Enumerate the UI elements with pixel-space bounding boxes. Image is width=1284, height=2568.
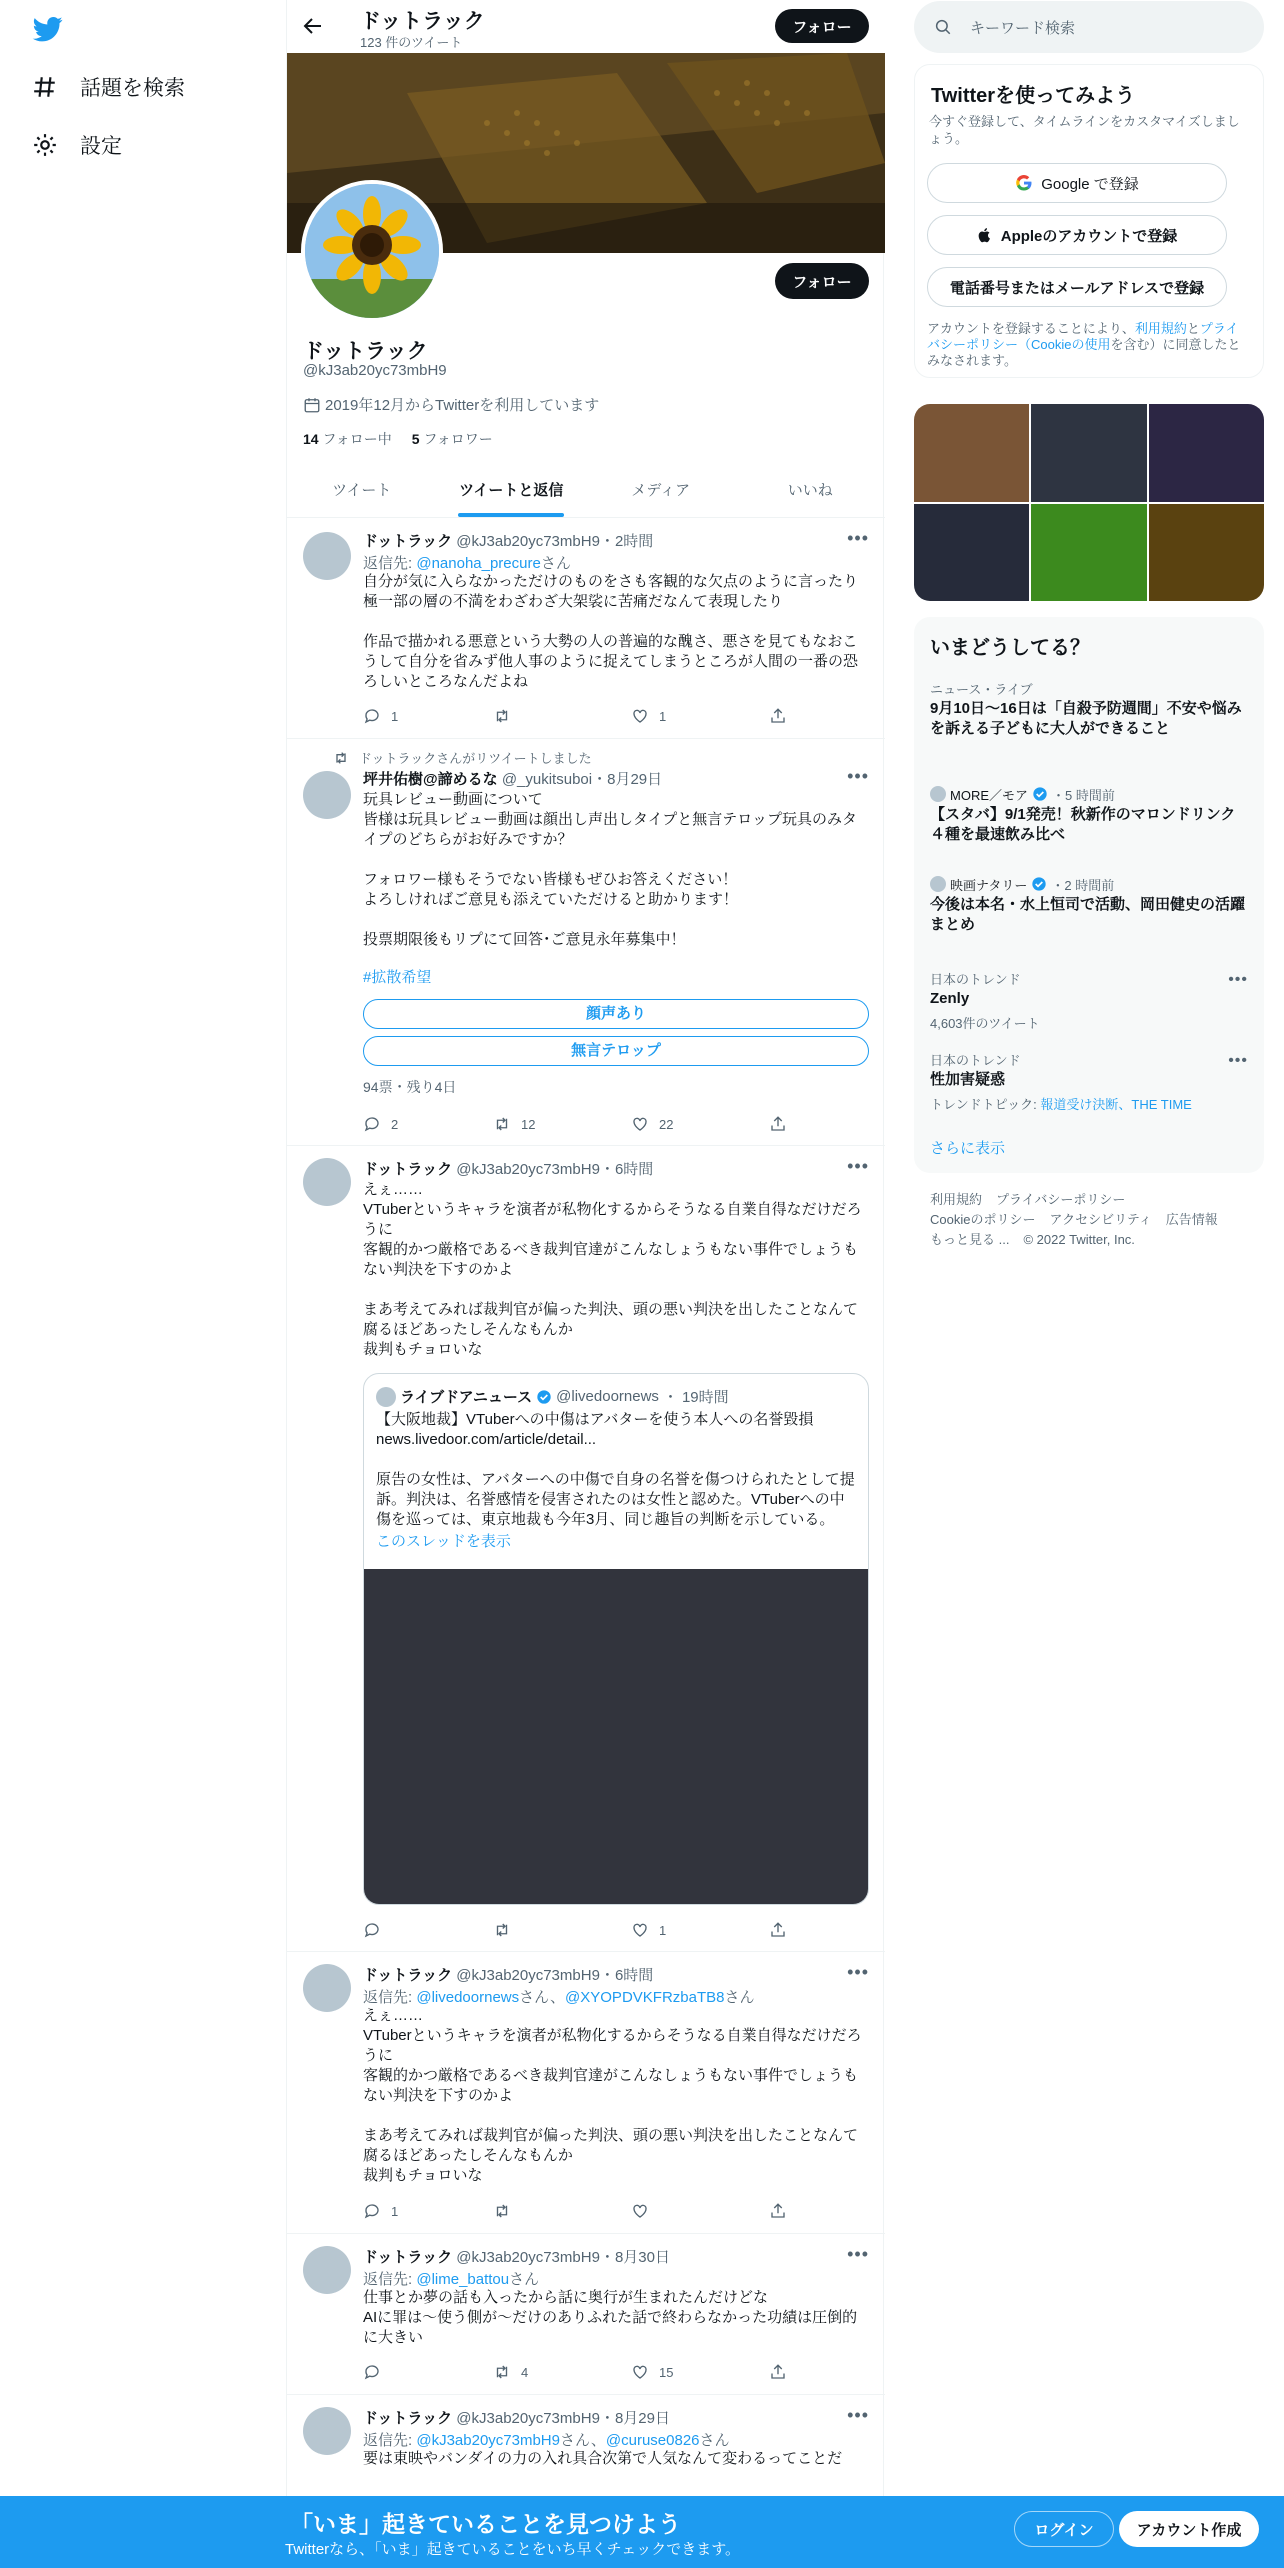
share-button[interactable] [769, 707, 787, 725]
privacy-link[interactable]: プライバシーポリシー（Cookieの使用 [927, 321, 1239, 352]
share-icon [769, 2202, 787, 2220]
heart-icon [631, 1115, 649, 1133]
like-button[interactable] [631, 2202, 659, 2220]
like-button[interactable]: 1 [631, 1921, 666, 1939]
tweet-time[interactable]: 6時間 [614, 1967, 654, 1984]
retweet-button[interactable]: 4 [493, 2363, 528, 2381]
avatar[interactable] [303, 2246, 351, 2294]
reply-to-link[interactable]: @nanoha_precure [416, 555, 541, 572]
footer-copyright: © 2022 Twitter, Inc. [1023, 1232, 1135, 1247]
footer-more[interactable]: もっと見る ... [930, 1232, 1010, 1247]
tweet-header: ドットラック @kJ3ab20yc73mbH9・2時間 [363, 533, 654, 550]
trend-item[interactable] [930, 679, 1248, 739]
media-thumbnail[interactable] [914, 404, 1029, 502]
tweet-text: 仕事とか夢の話も入ったから話に奥行が生まれたんだけどな AIに罪は〜使う側が〜だけのありふれた話で終わらなかった功績は圧倒的に大きい [363, 2289, 858, 2346]
retweet-button[interactable] [493, 707, 521, 725]
more-options-icon[interactable]: ••• [847, 766, 869, 786]
signup-button[interactable]: アカウント作成 [1119, 2511, 1259, 2547]
tab-media[interactable]: メディア [631, 482, 691, 499]
terms-link[interactable]: 利用規約 [1134, 321, 1187, 336]
tweet-author-name[interactable]: 坪井佑樹@諦めるな [363, 771, 498, 788]
tweet-header: ドットラック @kJ3ab20yc73mbH9・6時間 [363, 1161, 654, 1178]
topbar-follow-button[interactable]: フォロー [775, 9, 869, 43]
tab-tweets[interactable]: ツイート [332, 482, 392, 499]
back-arrow-icon[interactable] [301, 14, 325, 38]
nav-settings-label: 設定 [80, 135, 122, 158]
retweet-button[interactable] [493, 2202, 521, 2220]
nav-explore-label: 話題を検索 [80, 77, 185, 100]
signup-legal: アカウントを登録することにより、利用規約とプライバシーポリシー（Cookieの使用を含む）に同意したとみなされます。 [927, 321, 1241, 368]
signup-subtitle: 今すぐ登録して、タイムラインをカスタマイズしましょう。 [929, 114, 1240, 146]
reply-icon [363, 1921, 381, 1939]
tweet-time[interactable]: 8月30日 [614, 2249, 670, 2266]
signup-card [914, 64, 1264, 378]
followers-count: 5 [411, 431, 420, 447]
show-more-link[interactable]: さらに表示 [930, 1140, 1006, 1157]
trend-title: Zenly [930, 990, 970, 1007]
bottom-bar-title: 「いま」起きていることを見つけよう [290, 2511, 681, 2537]
share-button[interactable] [769, 1921, 787, 1939]
profile-avatar[interactable] [301, 180, 443, 322]
heart-icon [631, 1921, 649, 1939]
topbar-tweet-count: 123 件のツイート [360, 35, 463, 50]
footer-accessibility[interactable]: アクセシビリティ [1049, 1212, 1152, 1227]
retweet-icon [493, 2202, 511, 2220]
profile-handle: @kJ3ab20yc73mbH9 [303, 362, 447, 379]
google-icon [1015, 174, 1033, 192]
footer-cookies[interactable]: Cookieのポリシー [930, 1212, 1036, 1227]
apple-icon [977, 226, 993, 244]
like-button[interactable]: 22 [631, 1115, 673, 1133]
verified-badge-icon [1032, 786, 1048, 802]
heart-icon [631, 707, 649, 725]
quote-tweet[interactable] [363, 1373, 869, 1905]
trend-source: 映画ナタリー ・2 時間前 [930, 875, 1248, 893]
tweet-author-name[interactable]: ドットラック [363, 1161, 453, 1178]
phone-email-signup-button[interactable]: 電話番号またはメールアドレスで登録 [927, 267, 1227, 307]
source-avatar [930, 786, 946, 802]
more-options-icon[interactable]: ••• [847, 1156, 869, 1176]
top-bar [287, 0, 885, 53]
reply-to-link[interactable]: @livedoornews [416, 1989, 520, 2006]
tweet-header: ドットラック @kJ3ab20yc73mbH9・6時間 [363, 1967, 654, 1984]
verified-badge-icon [1031, 876, 1047, 892]
share-icon [769, 1115, 787, 1133]
tweet-author-name[interactable]: ドットラック [363, 1967, 453, 1984]
nav-explore[interactable] [32, 72, 185, 102]
retweet-icon [493, 2363, 511, 2381]
poll [363, 999, 869, 1079]
media-thumbnail[interactable] [1149, 504, 1264, 602]
search-icon [934, 18, 952, 36]
heart-icon [631, 2363, 649, 2381]
profile-stats [303, 429, 493, 449]
like-button[interactable]: 15 [631, 2363, 673, 2381]
trend-meta: トレンドトピック: 報道受け決断、THE TIME [930, 1097, 1192, 1112]
tweet-author-handle[interactable]: @kJ3ab20yc73mbH9 [456, 2249, 600, 2266]
tweet-actions [363, 2363, 797, 2383]
signup-title: Twitterを使ってみよう [931, 85, 1136, 107]
tweet-author-name[interactable]: ドットラック [363, 2410, 453, 2427]
tweet-actions [363, 2202, 797, 2222]
trend-item[interactable] [930, 785, 1248, 845]
media-thumbnail[interactable] [1149, 404, 1264, 502]
quote-text: 【大阪地裁】VTuberへの中傷はアバターを使う本人への名誉毀損 news.livedoor.com/article/detail... 原告の女性は、アバターへの中傷で自身の名誉を傷つけられたとして提訴。判決は、名誉感情を侵害されたのは女性と認めた。VTuberへの中傷を巡っては、東京地裁も今年3月、同じ趣旨の判断を示している。 [376, 1411, 855, 1528]
apple-signup-label: Appleのアカウントで登録 [1000, 227, 1178, 245]
reply-context: 返信先: @livedoornewsさん、@XYOPDVKFRzbaTB8さん [363, 1989, 755, 2006]
trend-title: 今後は本名・水上恒司で活動、岡田健史の活躍まとめ [930, 896, 1246, 933]
google-signup-label: Google で登録 [1041, 175, 1139, 193]
more-options-icon[interactable]: ••• [847, 528, 869, 548]
tweet-text: えぇ…… VTuberというキャラを演者が私物化するからそうなる自業自得なだけだろうに 客観的かつ厳格であるべき裁判官達がこんなしょうもない事件でしょうもない判決を下すのかよ まあ考えてみれば裁判官が偏った判決、頭の悪い判決を出したことなんて腐るほどあったしそんなもんか 裁判もチョロいな [363, 2007, 862, 2184]
profile-follow-button[interactable]: フォロー [775, 263, 869, 299]
tweet-text: 自分が気に入らなかっただけのものをさも客観的な欠点のように言ったり極一部の層の不満をわざわざ大架裟に苦痛だなんて表現したり 作品で描かれる悪意という大勢の人の普遍的な醜さ、悪さを見てもなおこうして自分を省みず他人事のように捉えてしまうところが人間の一番の恐ろしいところなんだよね [363, 573, 859, 690]
tweet-text: 要は東映やバンダイの力の入れ具合次第で人気なんて変わるってことだ [363, 2450, 843, 2467]
bottom-bar-subtitle: Twitterなら、「いま」起きていることをいち早くチェックできます。 [285, 2541, 741, 2558]
tweet-header: ドットラック @kJ3ab20yc73mbH9・8月29日 [363, 2410, 670, 2427]
verified-badge-icon [536, 1389, 552, 1405]
footer-privacy[interactable]: プライバシーポリシー [996, 1192, 1126, 1207]
search-placeholder: キーワード検索 [970, 19, 1076, 37]
tweet[interactable] [287, 1952, 885, 2234]
tab-tweets-and-replies[interactable]: ツイートと返信 [437, 465, 587, 517]
share-icon [769, 707, 787, 725]
avatar[interactable] [303, 2407, 351, 2455]
profile-joined [303, 394, 599, 415]
tweet-author-name[interactable]: ドットラック [363, 533, 453, 550]
followers-link[interactable] [412, 429, 493, 449]
trend-title: 【スタバ】9/1発売！秋新作のマロンドリンク４種を最速飲み比べ [930, 806, 1236, 843]
more-options-icon[interactable]: ••• [847, 2405, 869, 2425]
gear-icon [32, 132, 58, 158]
profile-tabs [287, 465, 885, 518]
trend-title: 性加害疑惑 [930, 1071, 1006, 1088]
bottom-signup-bar [0, 2496, 1284, 2568]
reply-button[interactable]: 1 [363, 707, 398, 725]
trend-topic-link[interactable]: 報道受け決断、THE TIME [1040, 1097, 1192, 1112]
poll-option[interactable]: 顔声あり [363, 999, 869, 1029]
nav-settings[interactable] [32, 130, 122, 160]
reply-to-link[interactable]: @curuse0826 [605, 2432, 700, 2449]
tweet-time[interactable]: 8月29日 [614, 2410, 670, 2427]
retweet-button[interactable] [493, 1921, 521, 1939]
tab-likes[interactable]: いいね [787, 482, 833, 499]
quote-author-handle: @livedoornews [556, 1388, 659, 1405]
retweet-icon [333, 750, 349, 766]
tweet[interactable] [287, 2395, 885, 2496]
reply-to-link[interactable]: @kJ3ab20yc73mbH9 [416, 2432, 560, 2449]
tweet-time[interactable]: 6時間 [614, 1161, 654, 1178]
tweet-text: えぇ…… VTuberというキャラを演者が私物化するからそうなる自業自得なだけだろうに 客観的かつ厳格であるべき裁判官達がこんなしょうもない事件でしょうもない判決を下すのかよ まあ考えてみれば裁判官が偏った判決、頭の悪い判決を出したことなんて腐るほどあったしそんなもんか 裁判もチョロいな [363, 1181, 862, 1358]
tweet-author-handle[interactable]: @kJ3ab20yc73mbH9 [456, 1161, 600, 1178]
like-button[interactable]: 1 [631, 707, 666, 725]
share-button[interactable] [769, 2363, 787, 2381]
share-button[interactable] [769, 1115, 787, 1133]
reply-button[interactable] [363, 1921, 391, 1939]
retweet-button[interactable]: 12 [493, 1115, 535, 1133]
retweet-context [333, 748, 592, 767]
reply-to-link[interactable]: @lime_battou [416, 2271, 510, 2288]
avatar[interactable] [303, 1158, 351, 1206]
avatar[interactable] [303, 532, 351, 580]
reply-button[interactable]: 2 [363, 1115, 398, 1133]
trend-item[interactable] [930, 1050, 1248, 1113]
retweet-context-text[interactable]: ドットラックさんがリツイートしました [359, 751, 592, 766]
hashtag-icon [32, 74, 58, 100]
reply-icon [363, 1115, 381, 1133]
quote-avatar [376, 1387, 396, 1407]
more-options-icon[interactable]: ••• [847, 2244, 869, 2264]
retweet-icon [493, 1115, 511, 1133]
show-thread-link[interactable]: このスレッドを表示 [376, 1533, 511, 1550]
more-options-icon[interactable]: ••• [847, 1962, 869, 1982]
tweet-header: 坪井佑樹@諦めるな @_yukitsuboi・8月29日 [363, 771, 663, 788]
apple-signup-button[interactable] [927, 215, 1227, 255]
media-thumbnail[interactable] [1031, 504, 1146, 602]
tweet-author-name[interactable]: ドットラック [363, 2249, 453, 2266]
tweet-author-handle[interactable]: @_yukitsuboi [501, 771, 593, 788]
tweet-author-handle[interactable]: @kJ3ab20yc73mbH9 [456, 533, 600, 550]
footer-links [930, 1190, 1250, 1250]
tweet-time[interactable]: 8月29日 [607, 771, 663, 788]
profile-column [286, 0, 884, 2568]
media-thumbnail[interactable] [1031, 404, 1146, 502]
footer-terms[interactable]: 利用規約 [930, 1192, 983, 1207]
tweet-header: ドットラック @kJ3ab20yc73mbH9・8月30日 [363, 2249, 670, 2266]
trends-title: いまどうしてる？ [930, 637, 1090, 659]
tweet-author-handle[interactable]: @kJ3ab20yc73mbH9 [456, 2410, 600, 2427]
reply-context: 返信先: @lime_battouさん [363, 2271, 540, 2288]
followers-label: フォロワー [423, 431, 493, 447]
media-thumbnail[interactable] [914, 504, 1029, 602]
following-label: フォロー中 [322, 431, 392, 447]
tweet-actions [363, 1921, 797, 1941]
reply-icon [363, 2202, 381, 2220]
trend-item[interactable] [930, 969, 1248, 1032]
reply-button[interactable]: 1 [363, 2202, 398, 2220]
quote-media[interactable] [364, 1569, 868, 1904]
trend-category: 日本のトレンド [930, 1052, 1021, 1068]
more-options-icon[interactable]: ••• [1228, 1052, 1248, 1069]
quote-author-name: ライブドアニュース [400, 1389, 533, 1406]
retweet-icon [493, 707, 511, 725]
trend-category: 日本のトレンド [930, 971, 1021, 987]
following-link[interactable] [303, 429, 392, 449]
trend-title: 9月10日〜16日は「自殺予防週間」不安や悩みを訴える子どもに大人ができること [930, 700, 1242, 737]
trend-meta: 4,603件のツイート [930, 1016, 1040, 1031]
search-box[interactable] [914, 1, 1264, 53]
twitter-logo-icon[interactable] [30, 14, 66, 44]
poll-meta: 94票・残り4日 [363, 1079, 457, 1095]
reply-icon [363, 2363, 381, 2381]
reply-button[interactable] [363, 2363, 391, 2381]
tweet-text: 玩具レビュー動画について 皆様は玩具レビュー動画は顔出し声出しタイプと無言テロップ玩具のみタイプのどちらがお好みですか？ フォロワー様もそうでない皆様もぜひお答えください！ よろしければご意見も添えていただけると助かります！ 投票期限後もリプにて回答･ご意見永年募集中！ [363, 791, 857, 948]
share-icon [769, 1921, 787, 1939]
reply-context: 返信先: @kJ3ab20yc73mbH9さん、@curuse0826さん [363, 2432, 730, 2449]
tweet[interactable] [287, 739, 885, 1146]
hashtag-link[interactable]: #拡散希望 [363, 969, 432, 986]
avatar[interactable] [303, 1964, 351, 2012]
footer-ads[interactable]: 広告情報 [1165, 1212, 1218, 1227]
media-grid [914, 404, 1264, 601]
trend-category: ニュース・ライブ [930, 681, 1033, 697]
tweet[interactable] [287, 2234, 885, 2395]
more-options-icon[interactable]: ••• [1228, 971, 1248, 988]
profile-name: ドットラック [303, 340, 428, 363]
login-button[interactable]: ログイン [1014, 2511, 1114, 2547]
profile-joined-text: 2019年12月からTwitterを利用しています [325, 397, 600, 414]
tweet-actions [363, 707, 797, 727]
google-signup-button[interactable] [927, 163, 1227, 203]
poll-option[interactable]: 無言テロップ [363, 1036, 869, 1066]
share-icon [769, 2363, 787, 2381]
heart-icon [631, 2202, 649, 2220]
sunflower-avatar-image [305, 184, 439, 318]
following-count: 14 [303, 431, 319, 447]
tweet-time[interactable]: 2時間 [614, 533, 654, 550]
tweet-author-handle[interactable]: @kJ3ab20yc73mbH9 [456, 1967, 600, 1984]
tweet[interactable] [287, 1146, 885, 1952]
quote-time: 19時間 [681, 1389, 729, 1406]
retweet-icon [493, 1921, 511, 1939]
source-avatar [930, 876, 946, 892]
tweet[interactable] [287, 518, 885, 739]
quote-header: ライブドアニュース @livedoornews ・ 19時間 [376, 1386, 729, 1407]
reply-to-link[interactable]: @XYOPDVKFRzbaTB8 [565, 1989, 725, 2006]
trends-card [914, 617, 1264, 1173]
topbar-name: ドットラック [360, 10, 485, 33]
avatar[interactable] [303, 771, 351, 819]
reply-context: 返信先: @nanoha_precureさん [363, 555, 571, 572]
trend-item[interactable] [930, 875, 1248, 935]
calendar-icon [303, 396, 321, 414]
share-button[interactable] [769, 2202, 787, 2220]
trend-source: MORE／モア ・5 時間前 [930, 785, 1248, 803]
tweet-actions [363, 1115, 797, 1135]
reply-icon [363, 707, 381, 725]
